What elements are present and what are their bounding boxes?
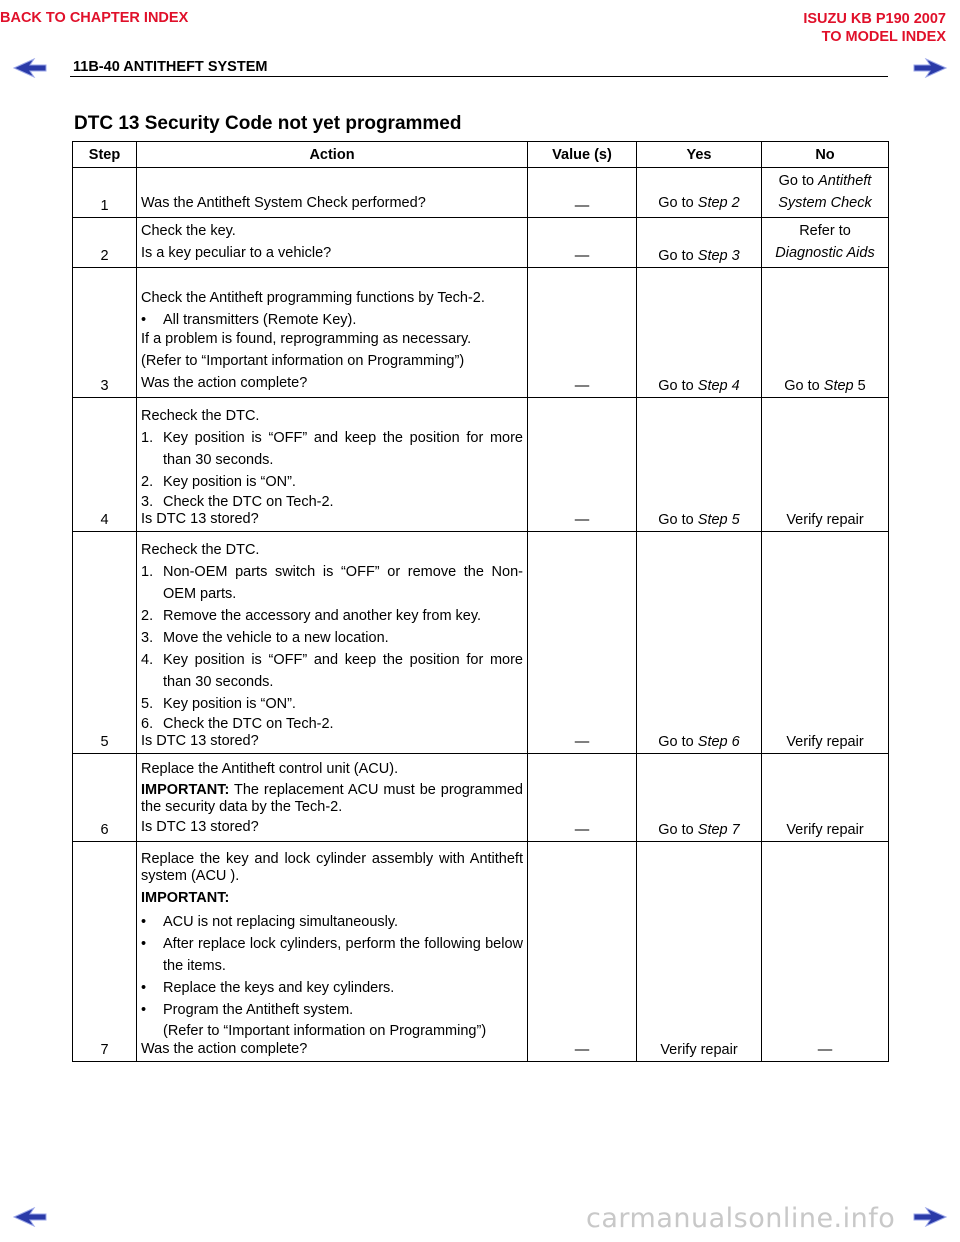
action-text: (Refer to “Important information on Programming”) xyxy=(163,1023,487,1039)
action-cell xyxy=(137,842,528,1062)
no-link: Diagnostic Aids xyxy=(775,245,875,261)
no-step-link: Step xyxy=(823,378,854,394)
table-row xyxy=(73,218,889,268)
yes-prefix: Go to xyxy=(658,822,698,838)
table-row xyxy=(73,268,889,398)
action-bullet: Replace the keys and key cylinders. xyxy=(163,980,395,996)
step-number: 7 xyxy=(73,842,137,1062)
no-link-part1: Antitheft xyxy=(818,173,872,189)
no-cell: — xyxy=(762,842,889,1062)
yes-prefix: Go to xyxy=(658,734,698,750)
action-text: (Refer to “Important information on Programming”) xyxy=(141,353,465,369)
next-page-arrow-icon[interactable] xyxy=(912,1207,948,1227)
yes-prefix: Go to xyxy=(658,378,698,394)
action-cell xyxy=(137,168,528,218)
step-number: 5 xyxy=(73,532,137,754)
watermark: carmanualsonline.info xyxy=(586,1203,896,1234)
diagnostic-table xyxy=(72,141,889,1062)
yes-step-link: Step 5 xyxy=(697,512,740,528)
action-cell xyxy=(137,532,528,754)
important-label: IMPORTANT: xyxy=(141,782,230,798)
action-question: Is DTC 13 stored? xyxy=(141,819,259,835)
action-text: Check the key. xyxy=(141,223,236,239)
action-text: Replace the Antitheft control unit (ACU). xyxy=(141,761,399,777)
action-text: Recheck the DTC. xyxy=(141,408,260,424)
action-cell xyxy=(137,218,528,268)
action-cell xyxy=(137,398,528,532)
yes-step-link: Step 2 xyxy=(697,195,740,211)
yes-cell xyxy=(637,218,762,268)
model-index-link[interactable] xyxy=(803,10,946,46)
step-number: 1 xyxy=(73,168,137,218)
prev-page-arrow-icon[interactable] xyxy=(12,1207,48,1227)
bullet-icon: • xyxy=(141,312,147,328)
action-bullet: Program the Antitheft system. xyxy=(163,1002,354,1018)
list-number: 2. xyxy=(141,608,154,624)
no-cell xyxy=(762,218,889,268)
important-note xyxy=(141,782,523,816)
list-number: 3. xyxy=(141,630,154,646)
action-bullet: All transmitters (Remote Key). xyxy=(163,312,357,328)
action-text: If a problem is found, reprogramming as necessary. xyxy=(141,331,472,347)
action-bullet: After replace lock cylinders, perform the following below the items. xyxy=(163,936,523,974)
value-cell: — xyxy=(528,168,637,218)
yes-cell: Verify repair xyxy=(637,842,762,1062)
value-cell: — xyxy=(528,398,637,532)
action-question: Was the action complete? xyxy=(141,1041,308,1057)
no-prefix: Go to xyxy=(778,173,819,189)
table-row xyxy=(73,398,889,532)
no-link-part2: System Check xyxy=(778,195,872,211)
step-number: 3 xyxy=(73,268,137,398)
step-number: 6 xyxy=(73,754,137,842)
no-cell xyxy=(762,268,889,398)
list-number: 1. xyxy=(141,430,154,446)
no-prefix: Go to xyxy=(784,378,824,394)
action-cell xyxy=(137,754,528,842)
value-cell: — xyxy=(528,842,637,1062)
table-row xyxy=(73,754,889,842)
list-item: Non-OEM parts switch is “OFF” or remove the Non-OEM parts. xyxy=(163,564,523,602)
list-number: 5. xyxy=(141,696,154,712)
list-item: Check the DTC on Tech-2. xyxy=(163,494,334,510)
column-header-no: No xyxy=(762,142,889,168)
no-cell: Verify repair xyxy=(762,754,889,842)
list-item: Move the vehicle to a new location. xyxy=(163,630,389,646)
section-header: 11B-40 ANTITHEFT SYSTEM xyxy=(73,59,268,75)
list-number: 1. xyxy=(141,564,154,580)
yes-cell xyxy=(637,168,762,218)
action-question: Is DTC 13 stored? xyxy=(141,511,259,527)
action-cell xyxy=(137,268,528,398)
list-number: 3. xyxy=(141,494,154,510)
important-label: IMPORTANT: xyxy=(141,890,230,906)
column-header-yes: Yes xyxy=(637,142,762,168)
step-number: 4 xyxy=(73,398,137,532)
list-item: Key position is “ON”. xyxy=(163,474,296,490)
no-step-number: 5 xyxy=(853,378,866,394)
bullet-icon: • xyxy=(141,1002,147,1018)
no-cell: Verify repair xyxy=(762,532,889,754)
table-row xyxy=(73,168,889,218)
yes-step-link: Step 6 xyxy=(697,734,740,750)
table-row xyxy=(73,532,889,754)
prev-page-arrow-icon[interactable] xyxy=(12,58,48,78)
action-text: Check the Antitheft programming functions by Tech-2. xyxy=(141,290,485,306)
yes-cell xyxy=(637,754,762,842)
yes-prefix: Go to xyxy=(658,248,698,264)
bullet-icon: • xyxy=(141,914,147,930)
value-cell: — xyxy=(528,754,637,842)
next-page-arrow-icon[interactable] xyxy=(912,58,948,78)
list-item: Key position is “OFF” and keep the position for more than 30 seconds. xyxy=(163,652,523,690)
list-item: Key position is “ON”. xyxy=(163,696,296,712)
yes-step-link: Step 4 xyxy=(697,378,740,394)
table-row xyxy=(73,842,889,1062)
step-number: 2 xyxy=(73,218,137,268)
action-text: Was the Antitheft System Check performed? xyxy=(141,195,426,211)
yes-step-link: Step 3 xyxy=(697,248,740,264)
yes-prefix: Go to xyxy=(658,512,698,528)
yes-cell xyxy=(637,268,762,398)
yes-step-link: Step 7 xyxy=(697,822,740,838)
column-header-action: Action xyxy=(137,142,528,168)
list-item: Key position is “OFF” and keep the position for more than 30 seconds. xyxy=(163,430,523,468)
action-text: Replace the key and lock cylinder assembly with Antitheft system (ACU ). xyxy=(141,851,523,884)
dtc-title: DTC 13 Security Code not yet programmed xyxy=(74,113,462,134)
list-number: 2. xyxy=(141,474,154,490)
yes-prefix: Go to xyxy=(658,195,698,211)
model-title: ISUZU KB P190 2007 xyxy=(803,11,946,27)
column-header-step: Step xyxy=(73,142,137,168)
back-to-chapter-index-link[interactable]: BACK TO CHAPTER INDEX xyxy=(0,10,189,26)
action-text: Recheck the DTC. xyxy=(141,542,260,558)
list-number: 6. xyxy=(141,716,154,732)
value-cell: — xyxy=(528,532,637,754)
table-header-row xyxy=(73,142,889,168)
no-cell: Verify repair xyxy=(762,398,889,532)
action-question: Is a key peculiar to a vehicle? xyxy=(141,245,332,261)
list-item: Remove the accessory and another key from key. xyxy=(163,608,482,624)
yes-cell xyxy=(637,398,762,532)
bullet-icon: • xyxy=(141,980,147,996)
bullet-icon: • xyxy=(141,936,147,952)
value-cell: — xyxy=(528,218,637,268)
yes-cell xyxy=(637,532,762,754)
action-bullet: ACU is not replacing simultaneously. xyxy=(163,914,399,930)
value-cell: — xyxy=(528,268,637,398)
important-text: The replacement ACU must be programmed the security data by the Tech-2. xyxy=(141,782,523,815)
column-header-value: Value (s) xyxy=(528,142,637,168)
header-divider xyxy=(70,76,888,77)
no-prefix: Refer to xyxy=(799,223,851,239)
list-item: Check the DTC on Tech-2. xyxy=(163,716,334,732)
no-cell xyxy=(762,168,889,218)
action-question: Was the action complete? xyxy=(141,375,308,391)
model-index-label: TO MODEL INDEX xyxy=(821,29,946,45)
action-question: Is DTC 13 stored? xyxy=(141,733,259,749)
list-number: 4. xyxy=(141,652,154,668)
